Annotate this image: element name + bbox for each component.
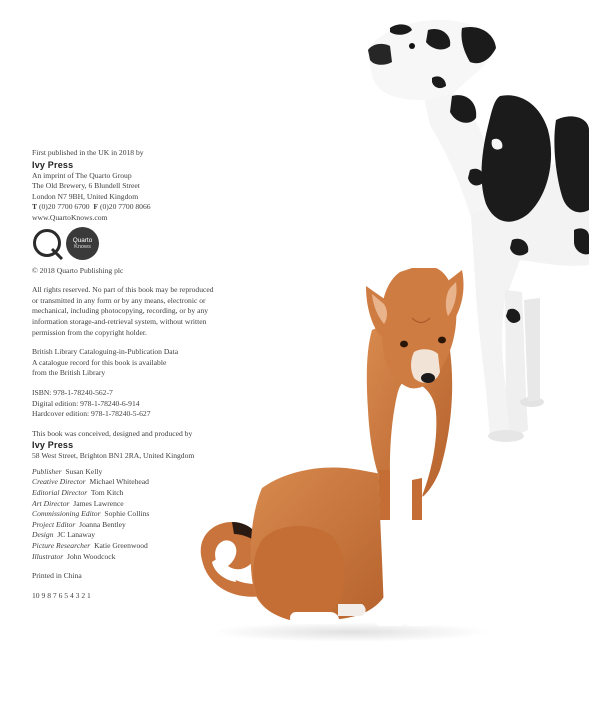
credit-name: John Woodcock — [67, 551, 116, 561]
credit-name: JC Lanaway — [57, 530, 96, 540]
credit-row — [32, 541, 262, 552]
credit-role: Commissioning Editor — [32, 509, 101, 519]
producer-name: Ivy Press — [32, 440, 74, 451]
rights-line-4: information storage-and-retrieval system, without written — [32, 316, 207, 326]
phone-f: (0)20 7700 8066 — [99, 202, 151, 212]
credit-role: Creative Director — [32, 477, 86, 487]
credit-role: Art Director — [32, 498, 70, 508]
printed-in-line: Printed in China — [32, 571, 82, 581]
produced-by-line: This book was conceived, designed and produced by — [32, 428, 193, 438]
credit-row — [32, 488, 262, 499]
credit-row — [32, 509, 262, 520]
first-published-line: First published in the UK in 2018 by — [32, 148, 144, 157]
credit-role: Picture Researcher — [32, 541, 91, 551]
credit-name: Tom Kitch — [90, 488, 124, 498]
credit-name: Katie Greenwood — [94, 541, 148, 551]
credits-list — [32, 467, 262, 562]
publisher-name: Ivy Press — [32, 159, 74, 170]
imprint-of-line: An imprint of The Quarto Group — [32, 170, 132, 180]
phone-t: (0)20 7700 6700 — [38, 202, 90, 212]
credit-row — [32, 477, 262, 488]
hardcover-edition-line: Hardcover edition: 978-1-78240-5-627 — [32, 409, 151, 419]
credit-name: Michael Whitehead — [89, 477, 149, 487]
credit-name: Susan Kelly — [65, 466, 103, 476]
phone-line — [32, 202, 262, 213]
credit-name: James Lawrence — [73, 498, 124, 508]
producer-address: 58 West Street, Brighton BN1 2RA, United Kingdom — [32, 451, 195, 461]
credit-row — [32, 499, 262, 510]
address-line-2: London N7 9BH, United Kingdom — [32, 191, 139, 201]
imprint-text-column — [32, 148, 262, 601]
cip-line-1: British Library Cataloguing-in-Publication Data — [32, 347, 179, 357]
credit-row — [32, 467, 262, 478]
rights-line-1: All rights reserved. No part of this book may be reproduced — [32, 285, 214, 295]
address-line-1: The Old Brewery, 6 Blundell Street — [32, 181, 140, 191]
rights-line-2: or transmitted in any form or by any means, electronic or — [32, 295, 206, 305]
credit-row — [32, 530, 262, 541]
copyright-line: © 2018 Quarto Publishing plc — [32, 265, 124, 275]
credit-role: Illustrator — [32, 551, 64, 561]
website-link[interactable]: www.QuartoKnows.com — [32, 212, 108, 222]
credit-role: Project Editor — [32, 519, 76, 529]
logo-word-2: Knows — [74, 243, 91, 250]
digital-edition-line: Digital edition: 978-1-78240-6-914 — [32, 398, 140, 408]
phone-label-f: F — [93, 202, 99, 212]
credit-name: Joanna Bentley — [79, 519, 126, 529]
cip-line-3: from the British Library — [32, 368, 106, 378]
logo-word-1: Quarto — [72, 236, 93, 244]
quarto-knows-badge — [66, 227, 99, 260]
quarto-knows-logo — [32, 226, 262, 262]
rights-line-5: permission from the copyright holder. — [32, 327, 147, 337]
credit-row — [32, 552, 262, 563]
isbn-line: ISBN: 978-1-78240-562-7 — [32, 387, 113, 397]
phone-label-t: T — [32, 202, 38, 212]
credit-role: Editorial Director — [32, 488, 88, 498]
credit-role: Design — [32, 530, 54, 540]
print-run-line: 10 9 8 7 6 5 4 3 2 1 — [32, 590, 91, 600]
cip-line-2: A catalogue record for this book is available — [32, 357, 167, 367]
rights-line-3: mechanical, including photocopying, recording, or by any — [32, 306, 209, 316]
quarto-q-icon — [32, 228, 64, 260]
credit-row — [32, 520, 262, 531]
credit-name: Sophie Collins — [104, 509, 150, 519]
credit-role: Publisher — [32, 466, 62, 476]
